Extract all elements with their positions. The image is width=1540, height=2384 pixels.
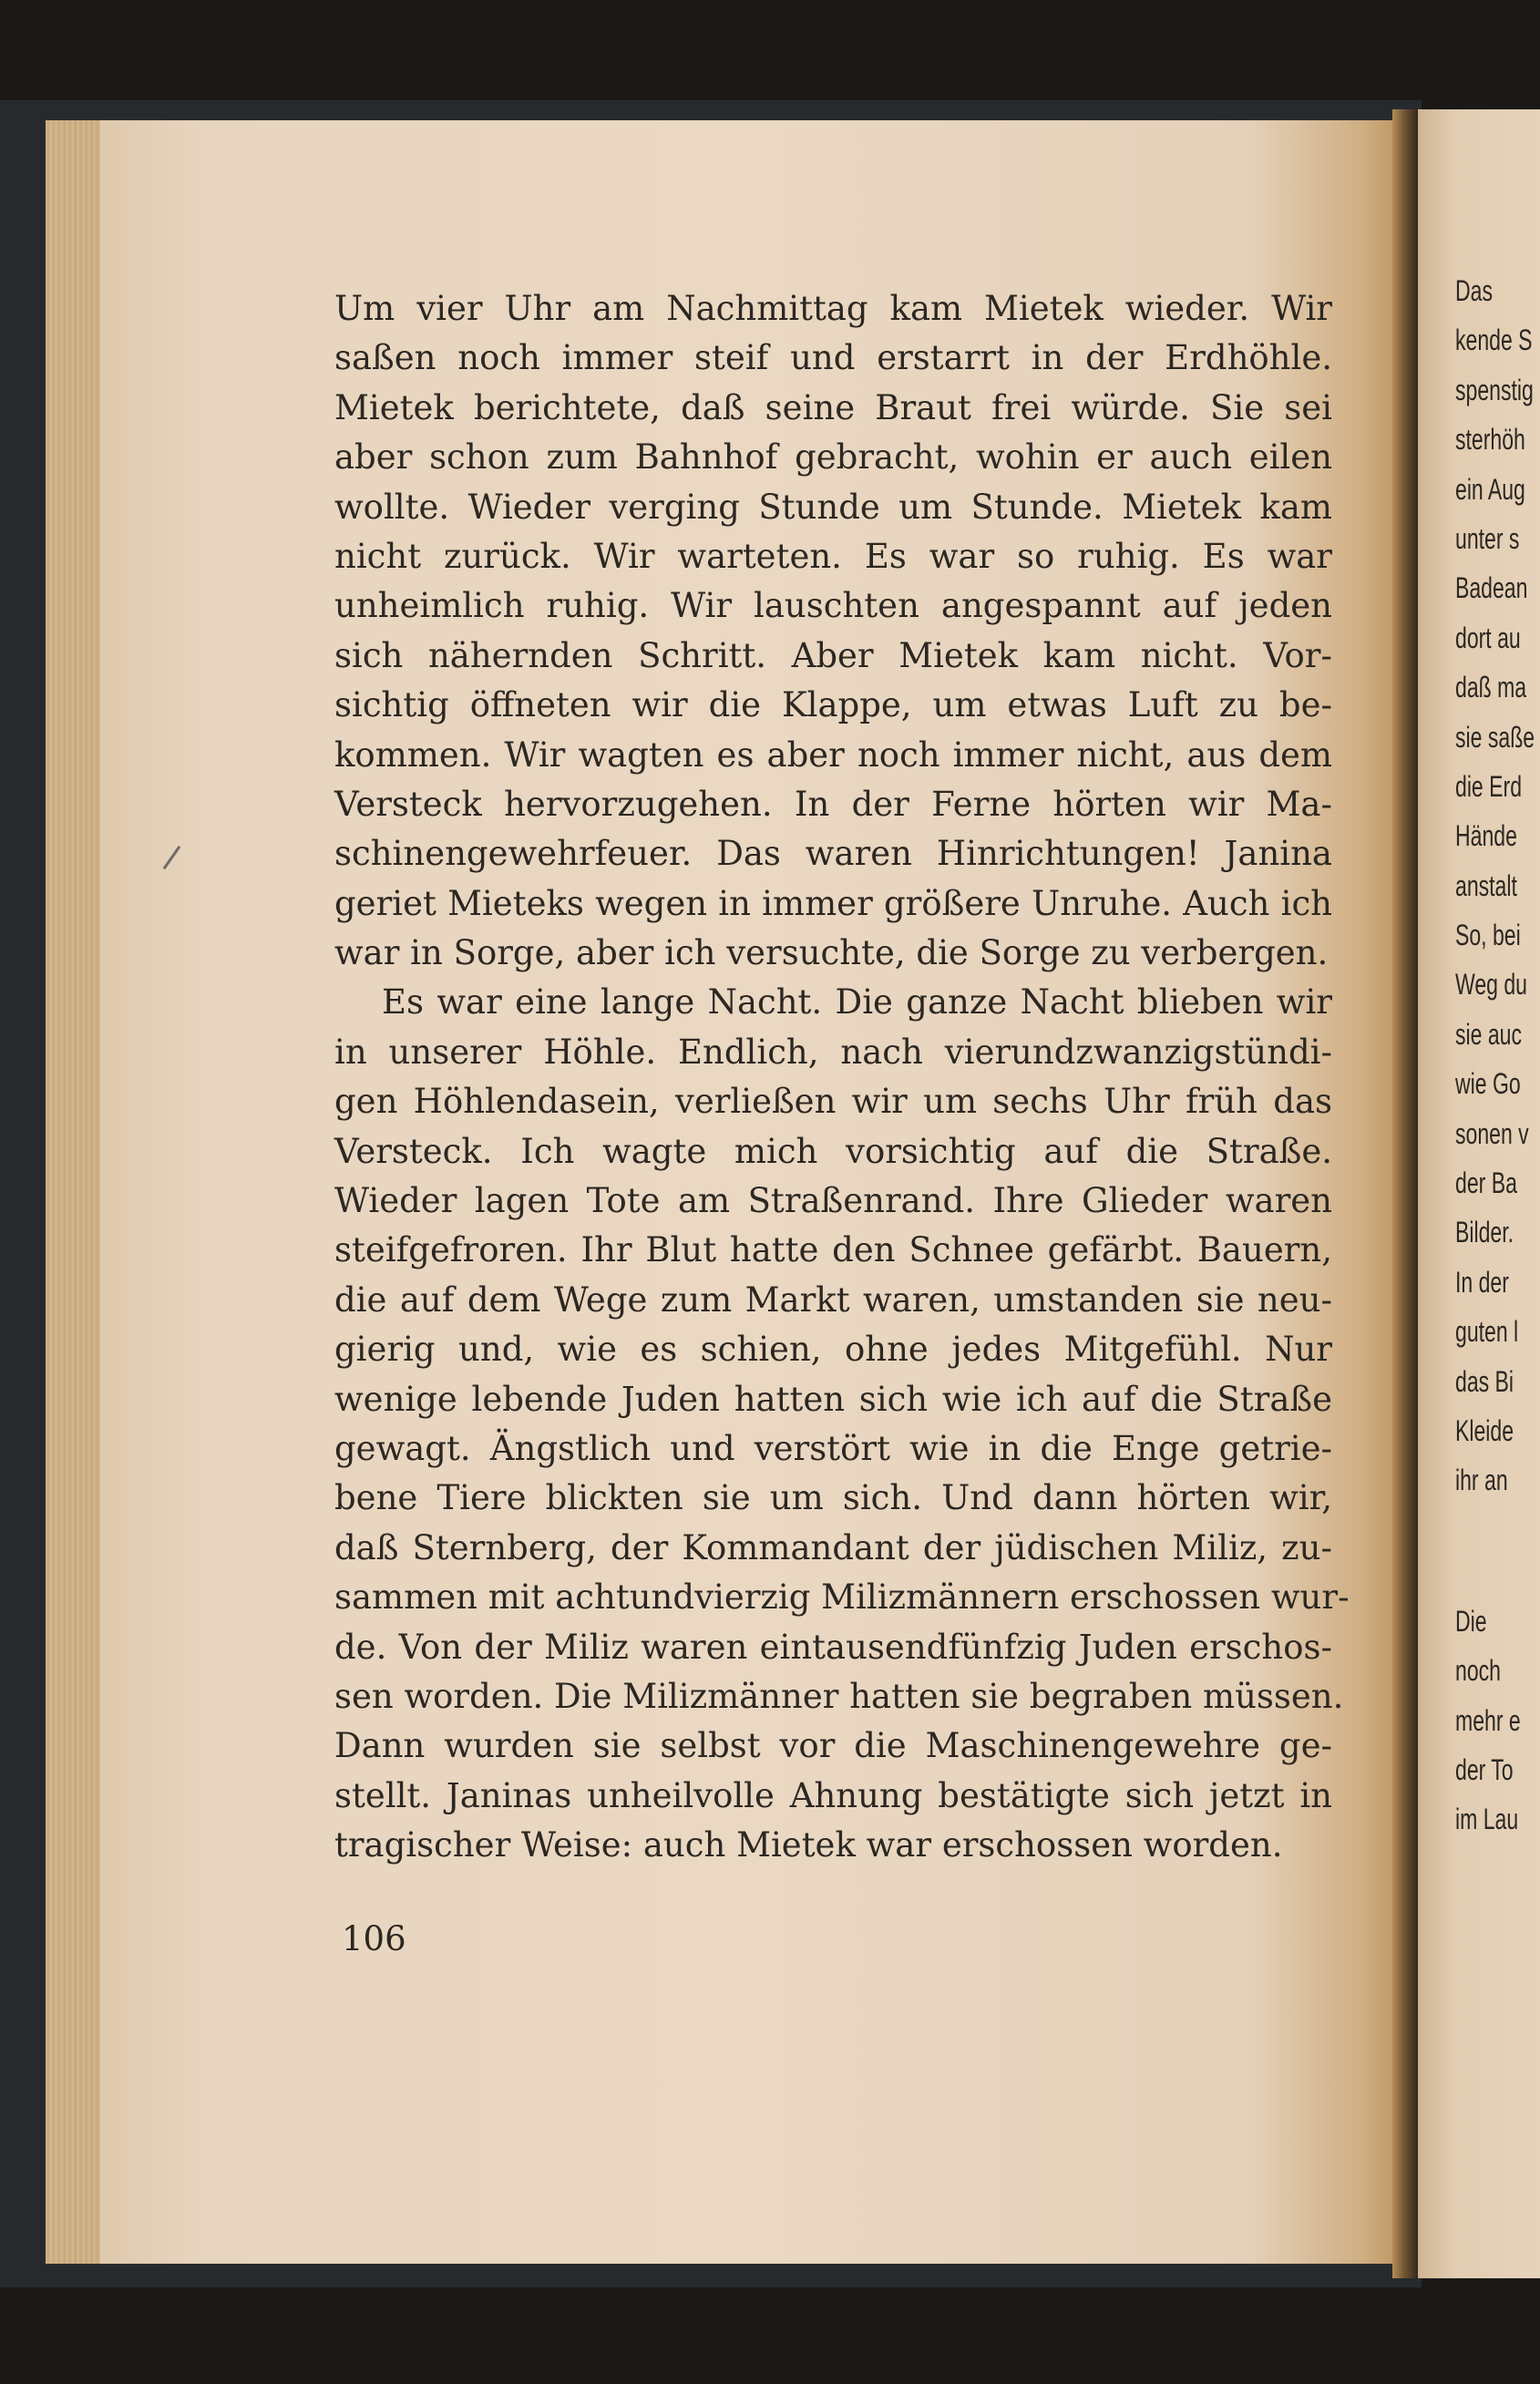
text-line: Wieder lagen Tote am Straßenrand. Ihre Glieder waren [334, 1181, 1332, 1221]
text-line: die auf dem Wege zum Markt waren, umstanden sie neu- [334, 1279, 1332, 1320]
facing-page-line: So, bei [1455, 919, 1521, 952]
text-line: de. Von der Miliz waren eintausendfünfzig Juden erschos- [334, 1627, 1332, 1667]
facing-page-line: der Ba [1455, 1166, 1517, 1200]
text-line: schinengewehrfeuer. Das waren Hinrichtungen! Janina [334, 834, 1332, 874]
facing-page-line: Badean [1455, 571, 1528, 605]
text-line: daß Sternberg, der Kommandant der jüdischen Miliz, zu- [334, 1527, 1332, 1567]
text-line: Versteck. Ich wagte mich vorsichtig auf die Straße. [334, 1131, 1332, 1171]
text-line: geriet Mieteks wegen in immer größere Unruhe. Auch ich [334, 883, 1332, 923]
facing-page-line: anstalt [1455, 868, 1517, 902]
facing-page-line: im Lau [1455, 1803, 1519, 1836]
facing-page-line: Hände [1455, 819, 1517, 853]
facing-page-line: ein Aug [1455, 472, 1525, 506]
facing-page-line: daß ma [1455, 671, 1527, 704]
facing-page-line: der To [1455, 1752, 1514, 1786]
text-line: aber schon zum Bahnhof gebracht, wohin er auch eilen [334, 437, 1332, 478]
facing-page-line: sie auc [1455, 1017, 1523, 1051]
text-line: Um vier Uhr am Nachmittag kam Mietek wieder. Wir [334, 289, 1332, 328]
facing-page-line: Das [1455, 274, 1493, 307]
text-line: bene Tiere blickten sie um sich. Und dann hörten wir, [334, 1478, 1332, 1518]
facing-page-line: dort au [1455, 621, 1521, 654]
text-line: in unserer Höhle. Endlich, nach vierundzwanzigstündi- [334, 1032, 1332, 1072]
text-line: wollte. Wieder verging Stunde um Stunde. Mietek kam [334, 487, 1332, 527]
text-line: sen worden. Die Milizmänner hatten sie begraben müssen. [334, 1676, 1344, 1716]
text-line: sich nähernden Schritt. Aber Mietek kam nicht. Vor- [334, 635, 1332, 675]
paragraph [334, 978, 1350, 1870]
text-line: sammen mit achtundvierzig Milizmännern erschossen wur- [334, 1577, 1350, 1618]
text-line: tragischer Weise: auch Mietek war erschossen worden. [334, 1825, 1283, 1865]
text-line: nicht zurück. Wir warteten. Es war so ruhig. Es war [334, 536, 1332, 576]
text-line: Versteck hervorzugehen. In der Ferne hörten wir Ma- [334, 784, 1332, 824]
facing-page-line: mehr e [1455, 1703, 1521, 1737]
text-line: Mietek berichtete, daß seine Braut frei würde. Sie sei [334, 387, 1332, 427]
facing-page-line: wie Go [1455, 1067, 1521, 1101]
text-line: war in Sorge, aber ich versuchte, die Sorge zu verbergen. [334, 933, 1329, 973]
facing-page-block [1455, 1597, 1540, 1845]
facing-page-line: Kleide [1455, 1413, 1514, 1447]
facing-page-line: unter s [1455, 521, 1520, 555]
facing-page-line: spenstig [1455, 373, 1534, 406]
text-line: sichtig öffneten wir die Klappe, um etwas Luft zu be- [334, 685, 1332, 725]
page-number: 106 [342, 1919, 406, 1958]
facing-page-line: sonen v [1455, 1116, 1529, 1150]
facing-page-line: In der [1455, 1265, 1509, 1299]
text-line: kommen. Wir wagten es aber noch immer nicht, aus dem [334, 735, 1332, 775]
facing-page-line: Die [1455, 1604, 1487, 1638]
facing-page-line: Bilder. [1455, 1216, 1514, 1249]
facing-page-line: sie saße [1455, 720, 1535, 754]
book-gutter [1392, 109, 1420, 2278]
facing-page-line: guten l [1455, 1315, 1519, 1349]
facing-page-line: die Erd [1455, 769, 1523, 803]
facing-page-block [1455, 266, 1540, 1505]
paragraph [334, 284, 1332, 978]
facing-page-text [1455, 266, 1540, 1845]
page-body-text [334, 284, 1350, 1871]
text-line: Dann wurden sie selbst vor die Maschinengewehre ge- [334, 1726, 1332, 1766]
text-line: gen Höhlendasein, verließen wir um sechs Uhr früh das [334, 1082, 1332, 1122]
facing-page-line: sterhöh [1455, 423, 1525, 457]
text-line: saßen noch immer steif und erstarrt in der Erdhöhle. [334, 338, 1332, 378]
text-line: steifgefroren. Ihr Blut hatte den Schnee gefärbt. Bauern, [334, 1230, 1332, 1270]
text-line: stellt. Janinas unheilvolle Ahnung bestätigte sich jetzt in [334, 1775, 1332, 1815]
facing-page-line: das Bi [1455, 1364, 1514, 1398]
text-line: unheimlich ruhig. Wir lauschten angespannt auf jeden [334, 586, 1332, 626]
facing-page-line: kende S [1455, 324, 1533, 357]
facing-page-line: ihr an [1455, 1464, 1508, 1497]
text-line: gierig und, wie es schien, ohne jedes Mitgefühl. Nur [334, 1330, 1332, 1370]
text-line: wenige lebende Juden hatten sich wie ich auf die Straße [334, 1379, 1332, 1419]
facing-page-line: noch [1455, 1654, 1501, 1688]
text-line: Es war eine lange Nacht. Die ganze Nacht blieben wir [382, 982, 1332, 1022]
text-line: gewagt. Ängstlich und verstört wie in die Enge getrie- [334, 1428, 1332, 1468]
facing-page-line: Weg du [1455, 968, 1527, 1002]
facing-page-gap [1455, 1505, 1540, 1597]
